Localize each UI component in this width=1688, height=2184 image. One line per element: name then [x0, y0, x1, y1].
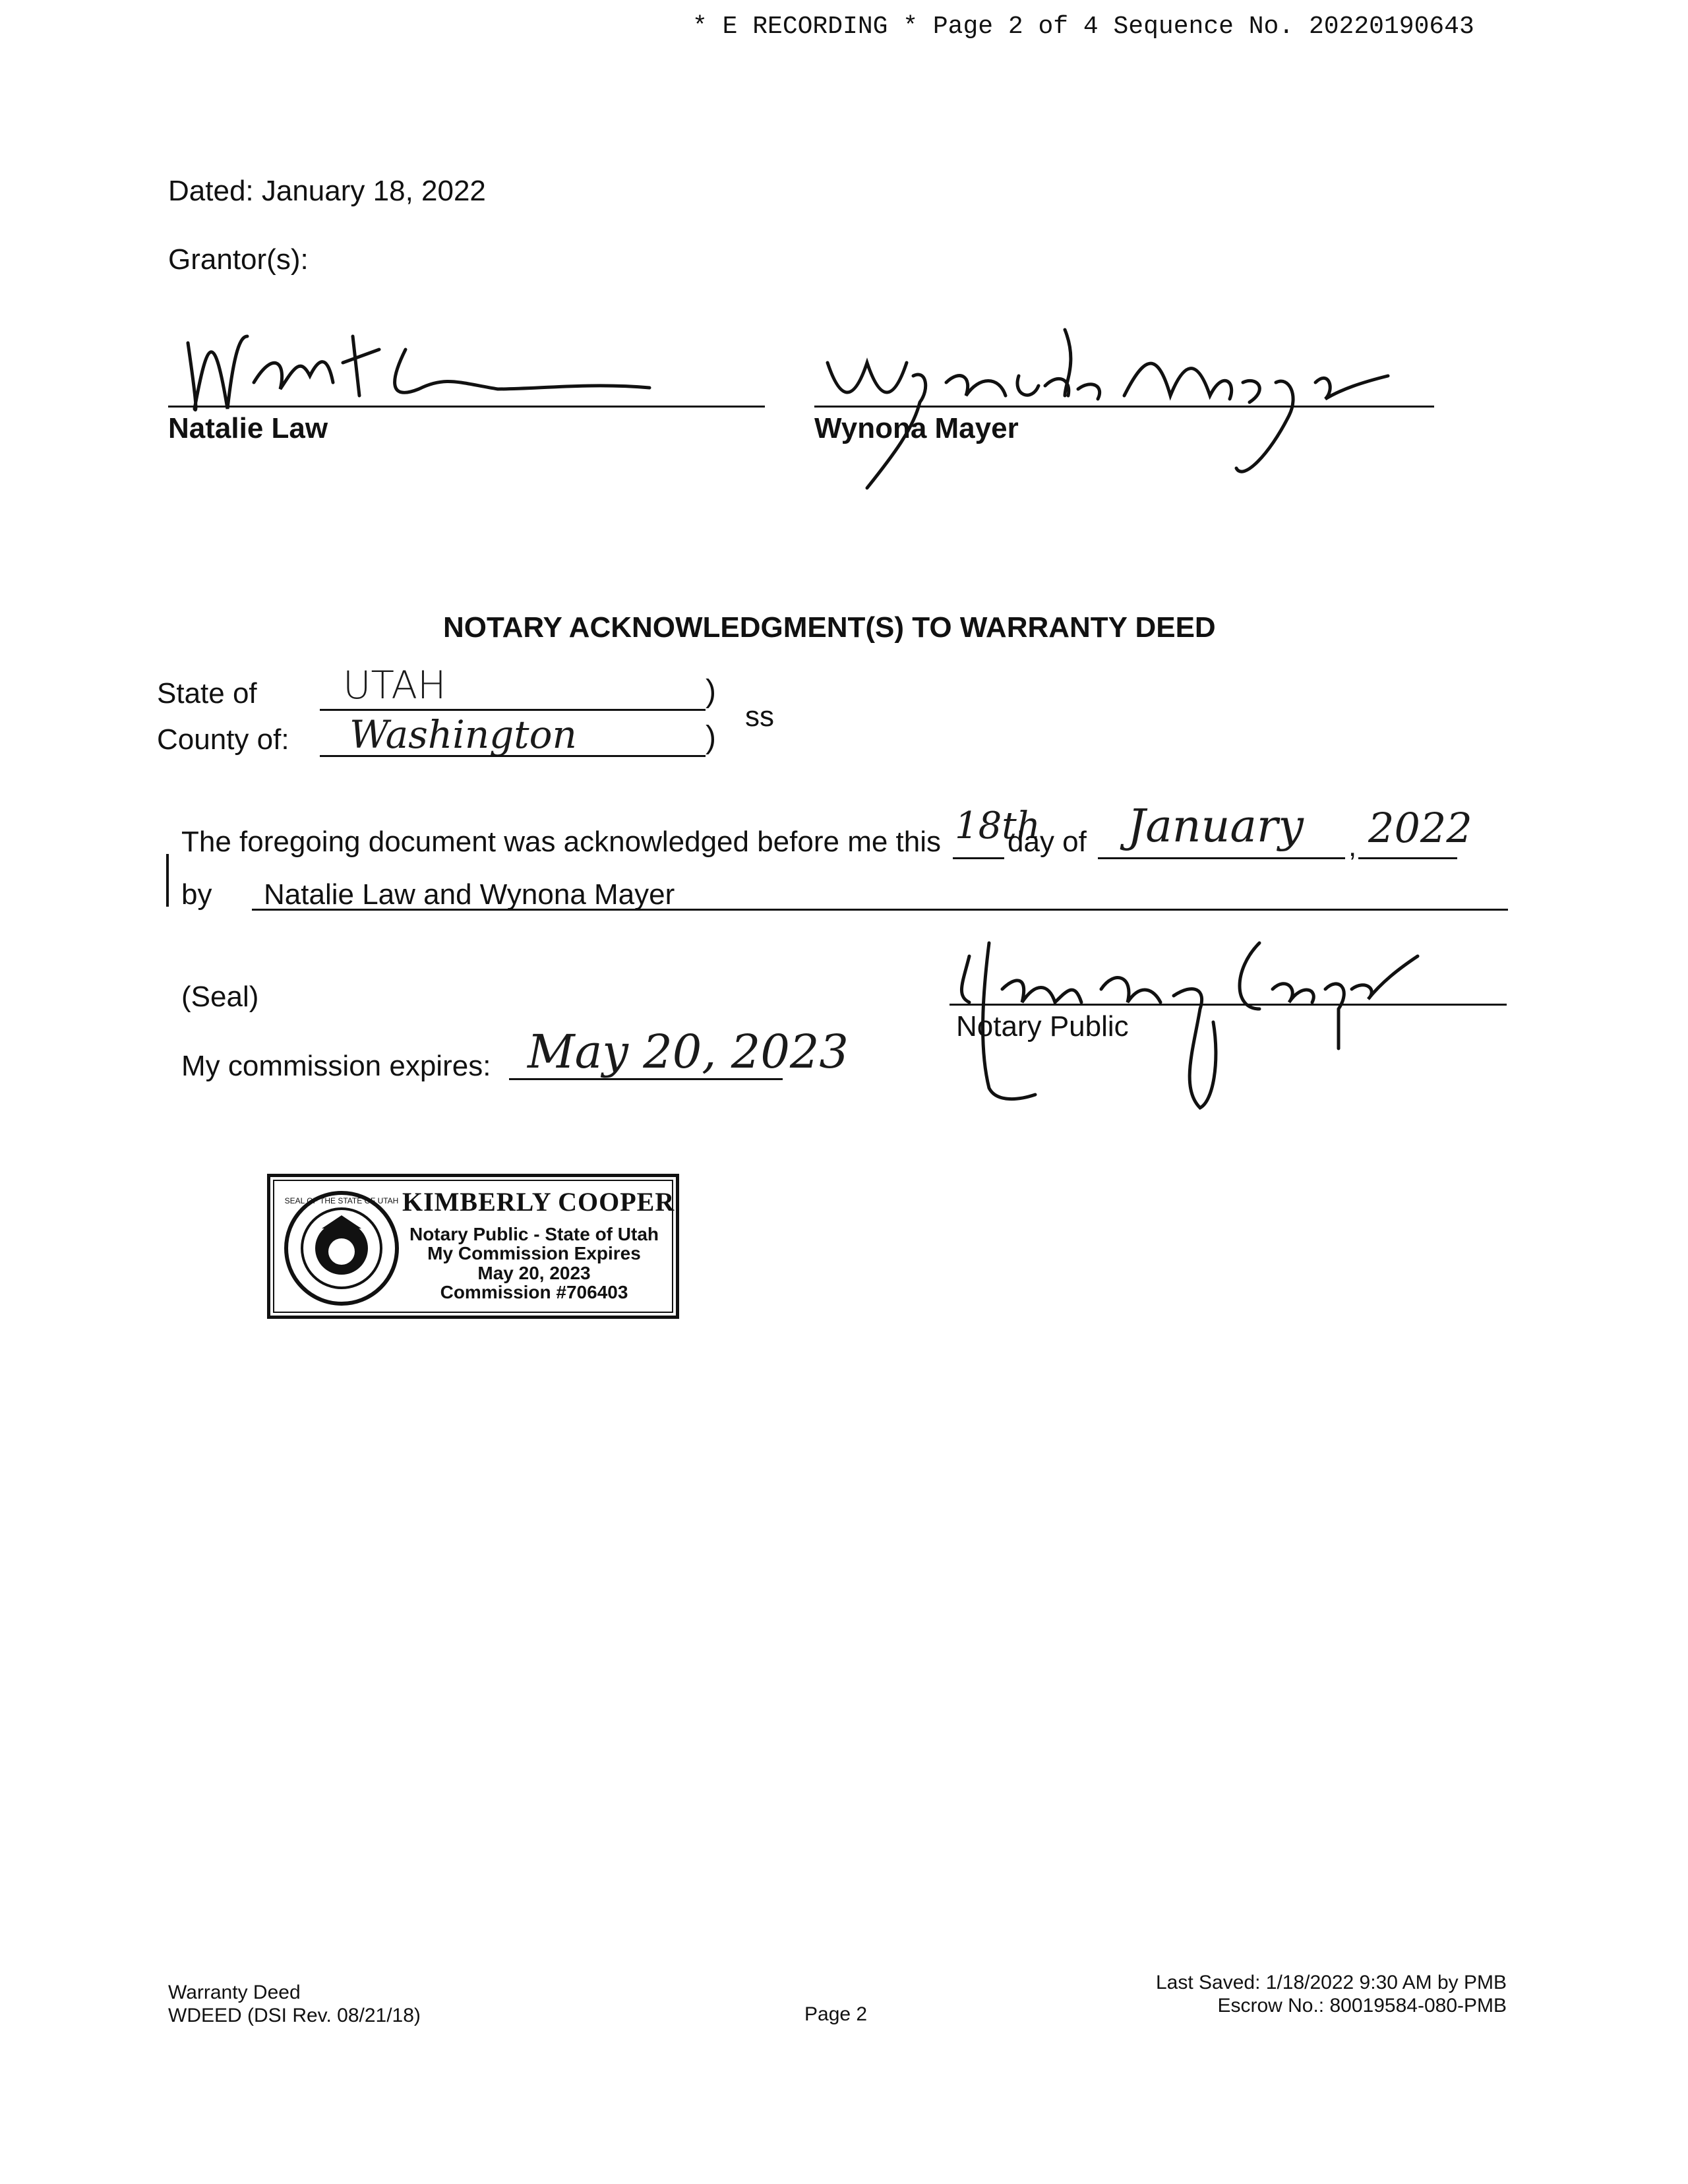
state-bracket: ) [706, 674, 716, 709]
commission-value: May 20, 2023 [528, 1025, 849, 1079]
svg-text:SEAL OF THE STATE OF UTAH: SEAL OF THE STATE OF UTAH [284, 1196, 399, 1205]
acknowledgment-text: The foregoing document was acknowledged before me this [181, 826, 942, 858]
ack-month-underline [1098, 857, 1345, 859]
stamp-details [402, 1225, 666, 1302]
notary-signature-line [950, 1004, 1507, 1006]
stamp-line-4: Commission #706403 [440, 1282, 628, 1303]
stamp-line-2: My Commission Expires [427, 1243, 641, 1264]
footer-left [168, 1982, 421, 2027]
footer-doc-rev: WDEED (DSI Rev. 08/21/18) [168, 2004, 421, 2026]
by-label: by [181, 878, 212, 911]
stamp-line-1: Notary Public - State of Utah [409, 1224, 659, 1244]
notary-stamp [267, 1174, 679, 1319]
footer-page: Page 2 [804, 2003, 868, 2025]
ack-day-of: day of [1008, 826, 1087, 858]
commission-underline [509, 1078, 783, 1080]
state-value: UTAH [343, 663, 446, 708]
grantor-1-name: Natalie Law [168, 412, 328, 444]
ack-year-underline [1358, 857, 1457, 859]
state-seal-icon [282, 1189, 401, 1308]
county-bracket: ) [706, 720, 716, 755]
footer-last-saved: Last Saved: 1/18/2022 9:30 AM by PMB [1155, 1972, 1507, 1993]
signature-wynona-mayer [814, 323, 1408, 495]
dated-line: Dated: January 18, 2022 [168, 175, 486, 207]
margin-bar [166, 854, 169, 907]
ack-year-value: 2022 [1368, 804, 1472, 852]
footer-doc-name: Warranty Deed [168, 1982, 301, 2003]
seal-label: (Seal) [181, 981, 259, 1013]
ack-month-value: January [1128, 801, 1304, 853]
stamp-line-3: May 20, 2023 [477, 1262, 591, 1283]
county-label: County of: [157, 723, 289, 756]
grantor-2-name: Wynona Mayer [814, 412, 1019, 444]
stamp-name: KIMBERLY COOPER [402, 1187, 675, 1217]
by-underline [252, 909, 1508, 911]
grantors-label: Grantor(s): [168, 243, 309, 276]
by-value: Natalie Law and Wynona Mayer [264, 878, 675, 911]
recording-header: * E RECORDING * Page 2 of 4 Sequence No. 20220190643 [692, 13, 1474, 41]
commission-label: My commission expires: [181, 1050, 491, 1082]
notary-public-label: Notary Public [956, 1010, 1129, 1043]
ss-label: ss [745, 700, 774, 733]
ack-comma: , [1348, 830, 1357, 863]
notary-title: NOTARY ACKNOWLEDGMENT(S) TO WARRANTY DEED [443, 611, 1216, 644]
ack-day-underline [953, 857, 1004, 859]
county-value: Washington [349, 712, 577, 757]
state-label: State of [157, 677, 257, 710]
county-underline [320, 755, 706, 757]
ack-day-value: 18th [955, 804, 1040, 847]
state-underline [320, 709, 706, 711]
footer-escrow: Escrow No.: 80019584-080-PMB [1217, 1994, 1507, 2017]
footer-right [1114, 1972, 1507, 2017]
